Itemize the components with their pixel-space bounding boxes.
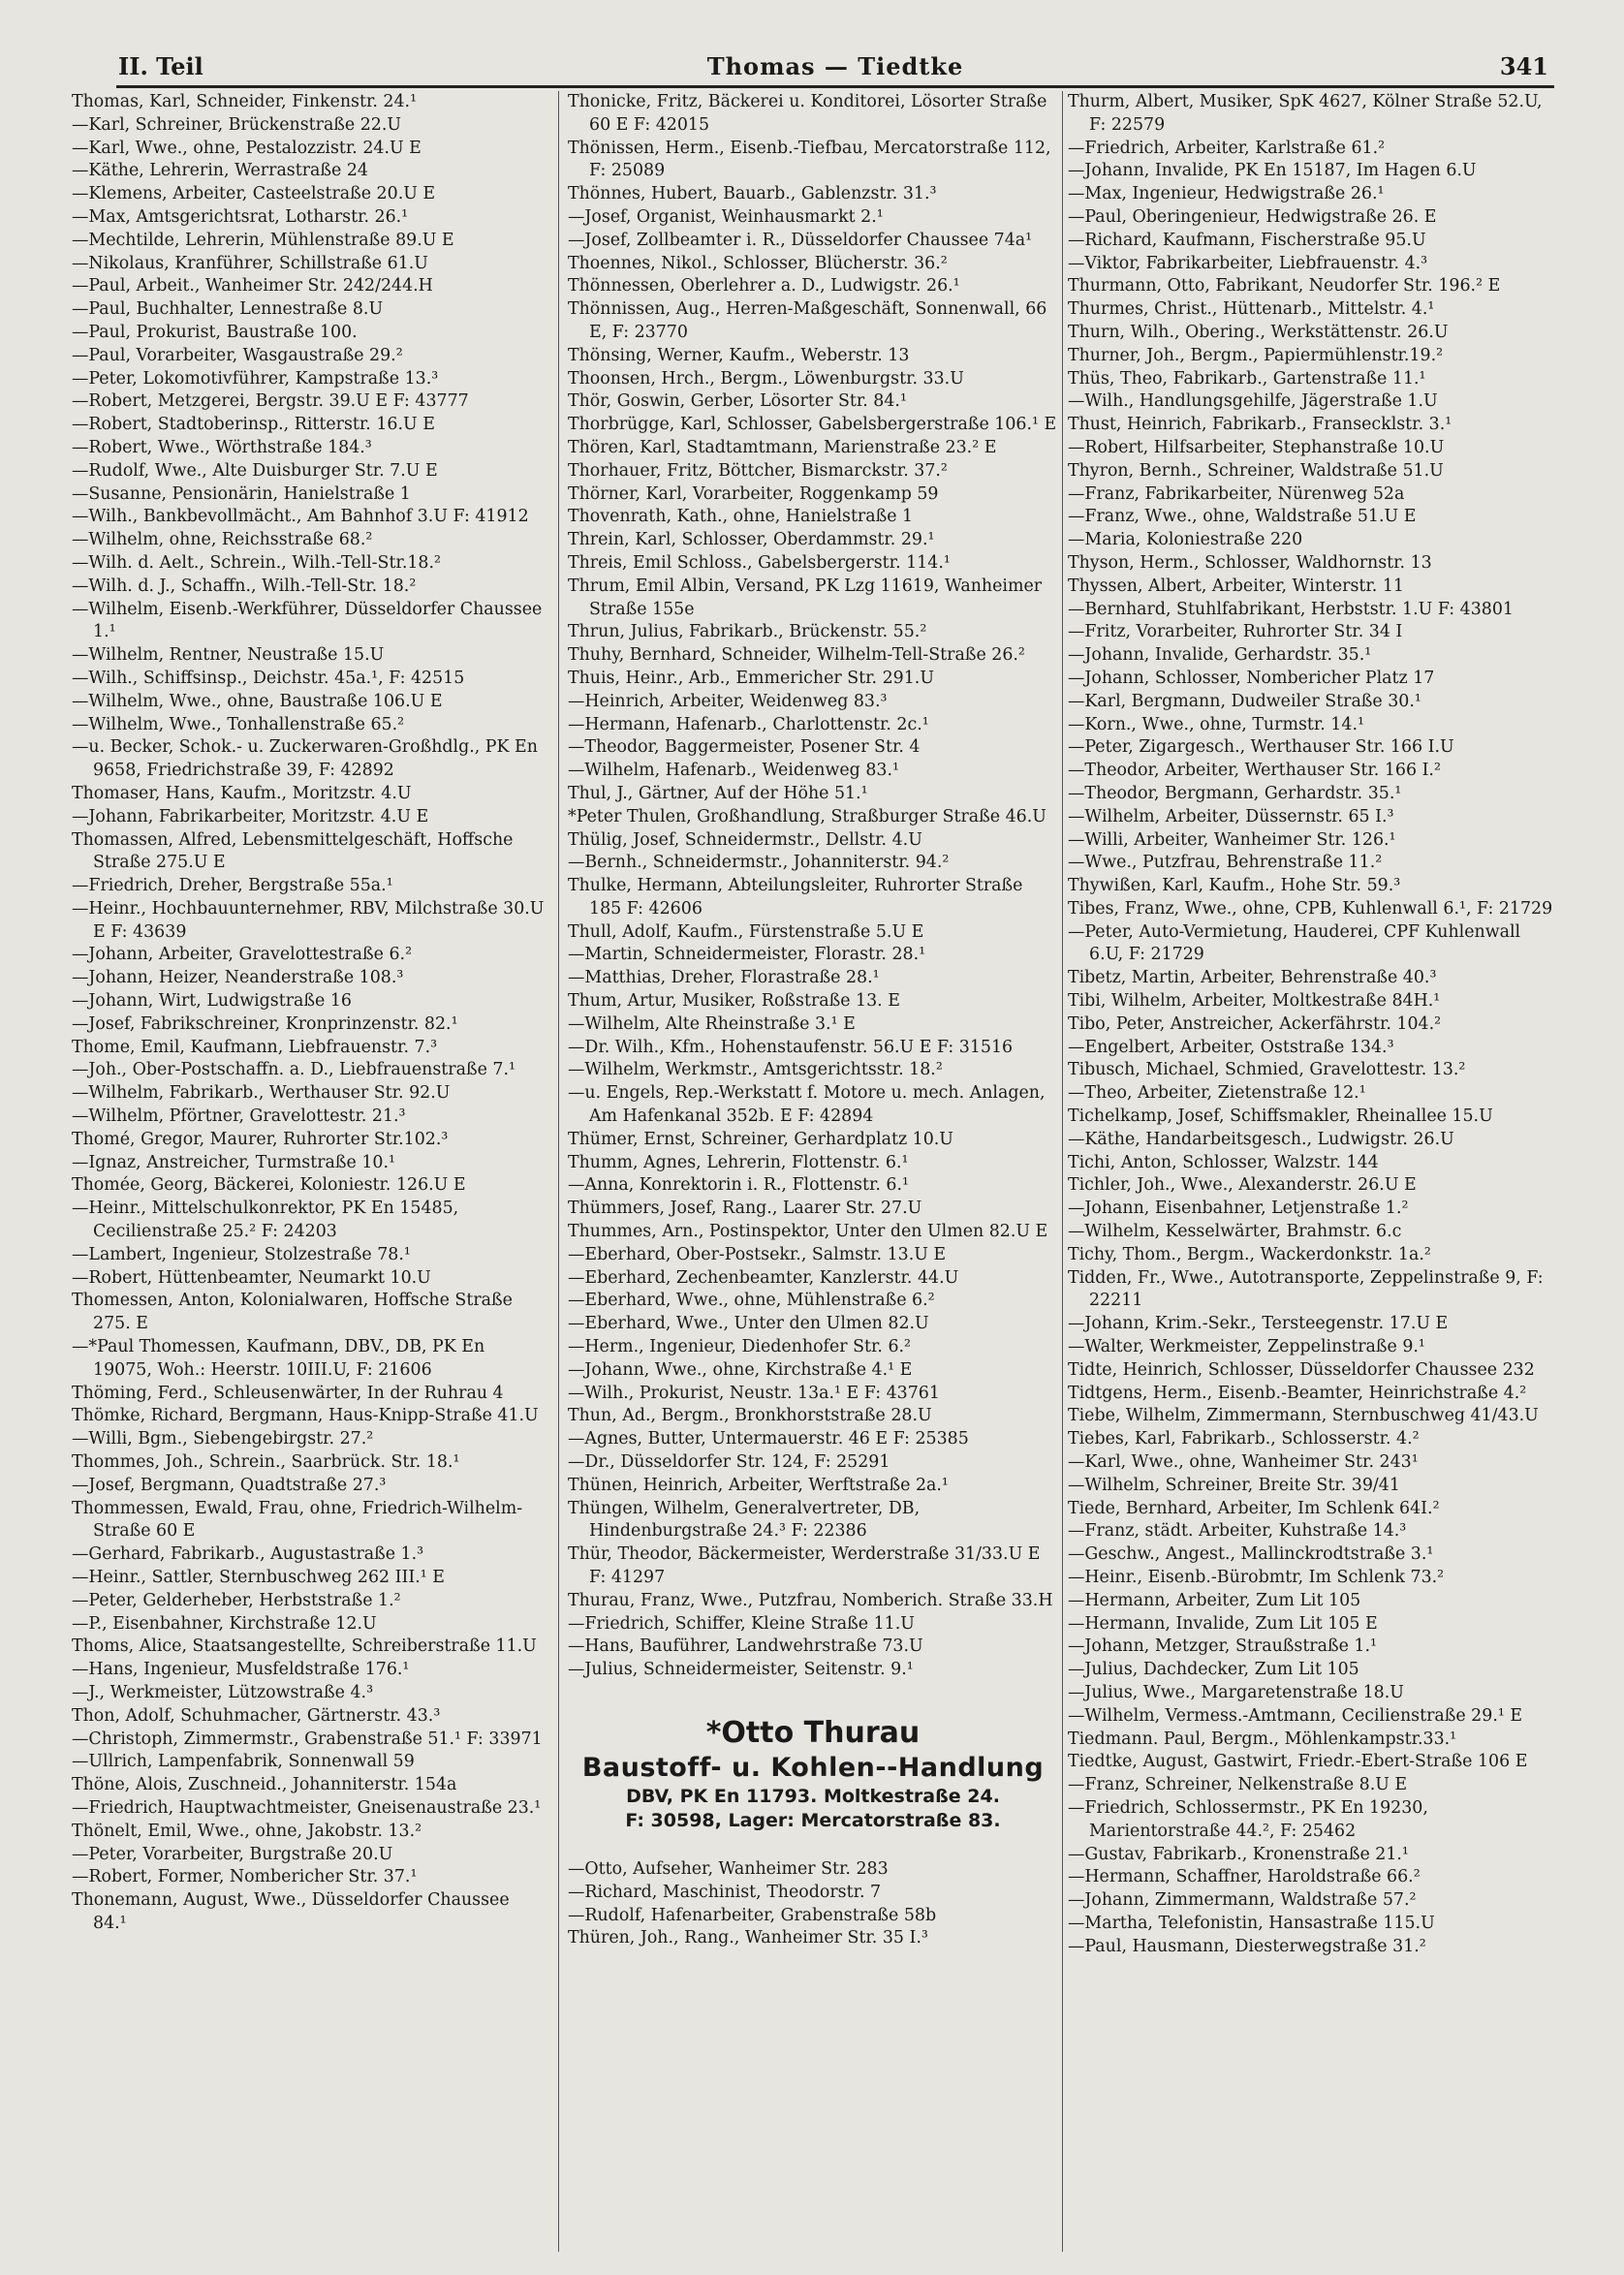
directory-entry: Tichler, Joh., Wwe., Alexanderstr. 26.U E <box>1068 1175 1417 1196</box>
directory-entry: —Maria, Koloniestraße 220 <box>1068 530 1303 550</box>
directory-entry: Thür, Theodor, Bäckermeister, Werderstraße 31/33.U E F: 41297 <box>568 1544 1041 1587</box>
directory-entry: Tibo, Peter, Anstreicher, Ackerfährstr. 104.² <box>1068 1013 1442 1034</box>
directory-entry: —*Paul Thomessen, Kaufmann, DBV., DB, PK En 19075, Woh.: Heerstr. 10III.U, F: 21606 <box>72 1337 485 1380</box>
directory-entry: —Rudolf, Wwe., Alte Duisburger Str. 7.U E <box>72 460 438 481</box>
column-3 <box>1068 91 1554 2261</box>
page-header <box>116 47 1554 88</box>
directory-entry: —Wilhelm, Alte Rheinstraße 3.¹ E <box>568 1013 856 1034</box>
directory-entry: —Ullrich, Lampenfabrik, Sonnenwall 59 <box>72 1752 415 1772</box>
directory-entry: Thon, Adolf, Schuhmacher, Gärtnerstr. 43.³ <box>72 1705 441 1726</box>
directory-entry: —Paul, Hausmann, Diesterwegstraße 31.² <box>1068 1936 1426 1956</box>
directory-entry: Thöming, Ferd., Schleusenwärter, In der Ruhrau 4 <box>72 1383 504 1403</box>
directory-entry: Thull, Adolf, Kaufm., Fürstenstraße 5.U E <box>568 921 924 942</box>
directory-entry: —Käthe, Lehrerin, Werrastraße 24 <box>72 161 368 181</box>
directory-entry: —Engelbert, Arbeiter, Oststraße 134.³ <box>1068 1037 1394 1057</box>
directory-entry: Thommes, Joh., Schrein., Saarbrück. Str. 18.¹ <box>72 1452 460 1473</box>
directory-entry: Thurner, Joh., Bergm., Papiermühlenstr.19.² <box>1068 345 1444 365</box>
directory-entry: Thuis, Heinr., Arb., Emmericher Str. 291.U <box>568 668 934 688</box>
directory-entry: —Viktor, Fabrikarbeiter, Liebfrauenstr. 4.³ <box>1068 253 1428 273</box>
directory-entry: —Josef, Bergmann, Quadtstraße 27.³ <box>72 1475 387 1495</box>
directory-entry: —Karl, Wwe., ohne, Wanheimer Str. 243¹ <box>1068 1452 1419 1473</box>
directory-entry: —Martha, Telefonistin, Hansastraße 115.U <box>1068 1913 1435 1933</box>
directory-entry: —Johann, Wirt, Ludwigstraße 16 <box>72 991 352 1012</box>
column-divider <box>558 91 559 2252</box>
directory-entry: —Willi, Arbeiter, Wanheimer Str. 126.¹ <box>1068 829 1396 850</box>
directory-entry: —Herm., Ingenieur, Diedenhofer Str. 6.² <box>568 1337 912 1357</box>
directory-entry: —Johann, Arbeiter, Gravelottestraße 6.² <box>72 945 413 965</box>
directory-entry: —Wilhelm, Arbeiter, Düssernstr. 65 I.³ <box>1068 806 1394 826</box>
directory-entry: —J., Werkmeister, Lützowstraße 4.³ <box>72 1682 374 1702</box>
directory-entry: —Heinr., Hochbauunternehmer, RBV, Milchstraße 30.U E F: 43639 <box>72 898 545 942</box>
directory-entry: —Johann, Invalide, Gerhardstr. 35.¹ <box>1068 645 1372 666</box>
column-divider <box>1062 91 1063 2252</box>
directory-entry: Thome, Emil, Kaufmann, Liebfrauenstr. 7.³ <box>72 1037 438 1057</box>
directory-entry: —Wilhelm, Pförtner, Gravelottestr. 21.³ <box>72 1106 406 1127</box>
directory-entry: Thurn, Wilh., Obering., Werkstättenstr. 26.U <box>1068 322 1449 342</box>
directory-entry: Thywißen, Karl, Kaufm., Hohe Str. 59.³ <box>1068 876 1401 896</box>
directory-entry: —Theodor, Bergmann, Gerhardstr. 35.¹ <box>1068 783 1402 803</box>
directory-entry: Thun, Ad., Bergm., Bronkhorststraße 28.U <box>568 1406 932 1426</box>
directory-entry: —Wilhelm, Wwe., Tonhallenstraße 65.² <box>72 714 405 734</box>
directory-entry: —Karl, Wwe., ohne, Pestalozzistr. 24.U E <box>72 138 422 158</box>
directory-entry: Thöne, Alois, Zuschneid., Johanniterstr. 154a <box>72 1775 457 1795</box>
directory-entry: —Theo, Arbeiter, Zietenstraße 12.¹ <box>1068 1083 1366 1104</box>
directory-entry: —Richard, Kaufmann, Fischerstraße 95.U <box>1068 230 1426 250</box>
directory-entry: —Johann, Eisenbahner, Letjenstraße 1.² <box>1068 1199 1409 1219</box>
directory-entry: —Josef, Fabrikschreiner, Kronprinzenstr. 82.¹ <box>72 1013 458 1034</box>
directory-entry: *Peter Thulen, Großhandlung, Straßburger Straße 46.U <box>568 806 1046 826</box>
directory-entry: Thurmes, Christ., Hüttenarb., Mittelstr. 4.¹ <box>1068 299 1435 320</box>
directory-entry: Tichy, Thom., Bergm., Wackerdonkstr. 1a.² <box>1068 1244 1431 1264</box>
directory-entry: —Lambert, Ingenieur, Stolzestraße 78.¹ <box>72 1244 411 1264</box>
directory-entry: —Johann, Zimmermann, Waldstraße 57.² <box>1068 1890 1417 1911</box>
directory-entry: —Robert, Wwe., Wörthstraße 184.³ <box>72 437 372 457</box>
directory-entry: Tibusch, Michael, Schmied, Gravelottestr. 13.² <box>1068 1060 1466 1080</box>
directory-entry: Thüren, Joh., Rang., Wanheimer Str. 35 I.³ <box>568 1928 928 1948</box>
directory-entry: Thoms, Alice, Staatsangestellte, Schreiberstraße 11.U <box>72 1636 537 1657</box>
directory-entry: Thönissen, Herm., Eisenb.-Tiefbau, Mercatorstraße 112, F: 25089 <box>568 138 1051 181</box>
directory-entry: —Wilhelm, Wwe., ohne, Baustraße 106.U E <box>72 691 443 711</box>
directory-entry: —Korn., Wwe., ohne, Turmstr. 14.¹ <box>1068 714 1364 734</box>
directory-entry: —Wilh., Prokurist, Neustr. 13a.¹ E F: 43761 <box>568 1383 940 1403</box>
directory-entry: —Robert, Stadtoberinsp., Ritterstr. 16.U E <box>72 415 435 435</box>
directory-entry: Tiebe, Wilhelm, Zimmermann, Sternbuschweg 41/43.U <box>1068 1406 1539 1426</box>
directory-entry: Thomas, Karl, Schneider, Finkenstr. 24.¹ <box>72 92 418 111</box>
directory-entry: —Wilh. d. Aelt., Schrein., Wilh.-Tell-Str.18.² <box>72 552 441 573</box>
directory-entry: Thülig, Josef, Schneidermstr., Dellstr. 4.U <box>568 829 922 850</box>
directory-entry: Thomessen, Anton, Kolonialwaren, Hoffsche Straße 275. E <box>72 1291 513 1334</box>
directory-entry: —Heinr., Eisenb.-Bürobmtr, Im Schlenk 73.² <box>1068 1568 1445 1587</box>
directory-entry: Thul, J., Gärtner, Auf der Höhe 51.¹ <box>568 783 868 803</box>
directory-entry: Thrum, Emil Albin, Versand, PK Lzg 11619, Wanheimer Straße 155e <box>568 576 1043 619</box>
directory-entry: —Franz, Schreiner, Nelkenstraße 8.U E <box>1068 1775 1408 1795</box>
directory-entry: Thomaser, Hans, Kaufm., Moritzstr. 4.U <box>72 783 412 803</box>
directory-entry: —Eberhard, Zechenbeamter, Kanzlerstr. 44.U <box>568 1267 959 1288</box>
directory-entry: Thommessen, Ewald, Frau, ohne, Friedrich-Wilhelm-Straße 60 E <box>72 1498 523 1542</box>
directory-entry: —Johann, Wwe., ohne, Kirchstraße 4.¹ E <box>568 1359 913 1380</box>
directory-entry: —Friedrich, Dreher, Bergstraße 55a.¹ <box>72 876 393 896</box>
directory-entry: Tiedmann. Paul, Bergm., Möhlenkampstr.33.¹ <box>1068 1729 1457 1749</box>
directory-entry: —Peter, Gelderheber, Herbststraße 1.² <box>72 1590 401 1610</box>
directory-entry: —Heinr., Mittelschulkonrektor, PK En 15485, Cecilienstraße 25.² F: 24203 <box>72 1199 459 1242</box>
section-label: II. Teil <box>118 52 203 80</box>
directory-entry: —Johann, Krim.-Sekr., Tersteegenstr. 17.U E <box>1068 1314 1449 1334</box>
directory-entry: —Friedrich, Schiffer, Kleine Straße 11.U <box>568 1613 915 1634</box>
directory-entry: —Eberhard, Ober-Postsekr., Salmstr. 13.U E <box>568 1244 947 1264</box>
directory-entry: Thönnessen, Oberlehrer a. D., Ludwigstr. 26.¹ <box>568 276 960 296</box>
directory-entry: —Wilhelm, Vermess.-Amtmann, Cecilienstraße 29.¹ E <box>1068 1705 1523 1726</box>
page-number: 341 <box>1499 52 1548 80</box>
directory-entry: Thünen, Heinrich, Arbeiter, Werftstraße 2a.¹ <box>568 1475 949 1495</box>
directory-entry: Thulke, Hermann, Abteilungsleiter, Ruhrorter Straße 185 F: 42606 <box>568 876 1023 919</box>
directory-entry: —Johann, Fabrikarbeiter, Moritzstr. 4.U E <box>72 806 429 826</box>
directory-entry: —Franz, städt. Arbeiter, Kuhstraße 14.³ <box>1068 1521 1407 1542</box>
directory-entry: Tiede, Bernhard, Arbeiter, Im Schlenk 64I.² <box>1068 1498 1440 1518</box>
directory-entry: —Peter, Zigargesch., Werthauser Str. 166 I.U <box>1068 737 1454 758</box>
directory-entry: —Karl, Bergmann, Dudweiler Straße 30.¹ <box>1068 691 1421 711</box>
directory-entry: —Anna, Konrektorin i. R., Flottenstr. 6.¹ <box>568 1175 909 1196</box>
directory-entry: —Agnes, Butter, Untermauerstr. 46 E F: 25385 <box>568 1429 969 1449</box>
ad-line: F: 30598, Lager: Mercatorstraße 83. <box>625 1809 1001 1831</box>
directory-entry: —Julius, Wwe., Margaretenstraße 18.U <box>1068 1682 1404 1702</box>
directory-entry: —Joh., Ober-Postschaffn. a. D., Liebfrauenstraße 7.¹ <box>72 1060 515 1080</box>
directory-entry: —Hans, Bauführer, Landwehrstraße 73.U <box>568 1636 923 1657</box>
directory-entry: —Nikolaus, Kranführer, Schillstraße 61.U <box>72 253 428 273</box>
directory-entry: —Paul, Oberingenieur, Hedwigstraße 26. E <box>1068 206 1437 227</box>
directory-entry: —Paul, Vorarbeiter, Wasgaustraße 29.² <box>72 345 403 365</box>
directory-entry: —Willi, Bgm., Siebengebirgstr. 27.² <box>72 1429 374 1449</box>
directory-entry: —Robert, Former, Nombericher Str. 37.¹ <box>72 1867 418 1887</box>
directory-entry: —Friedrich, Arbeiter, Karlstraße 61.² <box>1068 138 1386 158</box>
directory-entry: —Wilh., Schiffsinsp., Deichstr. 45a.¹, F: 42515 <box>72 668 465 688</box>
directory-entry: —Bernhard, Stuhlfabrikant, Herbststr. 1.U F: 43801 <box>1068 599 1514 619</box>
directory-entry: —Richard, Maschinist, Theodorstr. 7 <box>568 1882 882 1902</box>
directory-entry: —Susanne, Pensionärin, Hanielstraße 1 <box>72 483 411 504</box>
directory-entry: Thurm, Albert, Musiker, SpK 4627, Kölner Straße 52.U, F: 22579 <box>1068 92 1543 135</box>
directory-entry: —Julius, Dachdecker, Zum Lit 105 <box>1068 1660 1359 1680</box>
directory-entry: Thümer, Ernst, Schreiner, Gerhardplatz 10.U <box>568 1129 953 1149</box>
ad-line: DBV, PK En 11793. Moltkestraße 24. <box>626 1785 1000 1807</box>
name-range: Thomas — Tiedtke <box>706 52 964 80</box>
directory-entry: —Max, Ingenieur, Hedwigstraße 26.¹ <box>1068 184 1385 204</box>
directory-entry: Thyssen, Albert, Arbeiter, Winterstr. 11 <box>1068 576 1404 596</box>
directory-entry: —Robert, Hüttenbeamter, Neumarkt 10.U <box>72 1267 431 1288</box>
directory-entry: —Rudolf, Hafenarbeiter, Grabenstraße 58b <box>568 1905 937 1925</box>
directory-entry: Thomée, Georg, Bäckerei, Koloniestr. 126.U E <box>72 1175 466 1196</box>
advertisement <box>568 1715 1058 1833</box>
directory-entry: —Hermann, Schaffner, Haroldstraße 66.² <box>1068 1867 1421 1887</box>
directory-entry: —u. Becker, Schok.- u. Zuckerwaren-Großhdlg., PK En 9658, Friedrichstraße 39, F: 42892 <box>72 737 538 781</box>
directory-entry: —Friedrich, Hauptwachtmeister, Gneisenaustraße 23.¹ <box>72 1797 542 1818</box>
directory-entry: —Peter, Lokomotivführer, Kampstraße 13.³ <box>72 368 439 389</box>
directory-entry: Thovenrath, Kath., ohne, Hanielstraße 1 <box>568 507 914 527</box>
directory-entry: —Otto, Aufseher, Wanheimer Str. 283 <box>568 1858 889 1879</box>
directory-entry: —Gerhard, Fabrikarb., Augustastraße 1.³ <box>72 1544 424 1565</box>
directory-entry: Thör, Goswin, Gerber, Lösorter Str. 84.¹ <box>568 391 907 412</box>
directory-entry: —Wwe., Putzfrau, Behrenstraße 11.² <box>1068 853 1383 873</box>
directory-entry: —P., Eisenbahner, Kirchstraße 12.U <box>72 1613 377 1634</box>
directory-entry: Thoonsen, Hrch., Bergm., Löwenburgstr. 33.U <box>568 368 964 389</box>
column-2 <box>568 91 1058 2261</box>
directory-entry: —Ignaz, Anstreicher, Turmstraße 10.¹ <box>72 1152 395 1172</box>
directory-entry: —Max, Amtsgerichtsrat, Lotharstr. 26.¹ <box>72 206 409 227</box>
directory-entry: —Karl, Schreiner, Brückenstraße 22.U <box>72 114 402 135</box>
directory-entry: Thomassen, Alfred, Lebensmittelgeschäft, Hoffsche Straße 275.U E <box>72 829 514 873</box>
directory-entry: —Robert, Hilfsarbeiter, Stephanstraße 10.U <box>1068 437 1445 457</box>
directory-entry: —Johann, Metzger, Straußstraße 1.¹ <box>1068 1636 1377 1657</box>
directory-entry: —Fritz, Vorarbeiter, Ruhrorter Str. 34 I <box>1068 622 1403 642</box>
directory-entry: Thrun, Julius, Fabrikarb., Brückenstr. 55.² <box>568 622 927 642</box>
directory-entry: —Theodor, Baggermeister, Posener Str. 4 <box>568 737 921 758</box>
directory-entry: —Bernh., Schneidermstr., Johanniterstr. 94.² <box>568 853 950 873</box>
directory-entry: Tichelkamp, Josef, Schiffsmakler, Rheinallee 15.U <box>1068 1106 1493 1127</box>
directory-entry: —Paul, Prokurist, Baustraße 100. <box>72 322 358 342</box>
directory-entry: Tiebes, Karl, Fabrikarb., Schlosserstr. 4.² <box>1068 1429 1420 1449</box>
directory-entry: Thummes, Arn., Postinspektor, Unter den Ulmen 82.U E <box>568 1222 1048 1242</box>
directory-entry: Thonicke, Fritz, Bäckerei u. Konditorei, Lösorter Straße 60 E F: 42015 <box>568 92 1047 135</box>
directory-entry: Thören, Karl, Stadtamtmann, Marienstraße 23.² E <box>568 437 997 457</box>
directory-entry: Thorhauer, Fritz, Böttcher, Bismarckstr. 37.² <box>568 460 948 481</box>
directory-entry: —Wilhelm, Eisenb.-Werkführer, Düsseldorfer Chaussee 1.¹ <box>72 599 543 642</box>
directory-entry: Thonemann, August, Wwe., Düsseldorfer Chaussee 84.¹ <box>72 1890 510 1933</box>
directory-entry: —Friedrich, Schlossermstr., PK En 19230, Marientorstraße 44.², F: 25462 <box>1068 1797 1428 1841</box>
directory-entry: Thoennes, Nikol., Schlosser, Blücherstr. 36.² <box>568 253 948 273</box>
directory-entry: Thust, Heinrich, Fabrikarb., Fransecklstr. 3.¹ <box>1068 415 1452 435</box>
directory-entry: Tibi, Wilhelm, Arbeiter, Moltkestraße 84H.¹ <box>1068 991 1441 1012</box>
directory-entry: Thorbrügge, Karl, Schlosser, Gabelsbergerstraße 106.¹ E <box>568 415 1057 435</box>
directory-entry: —Johann, Invalide, PK En 15187, Im Hagen 6.U <box>1068 161 1477 181</box>
directory-entry: Threin, Karl, Schlosser, Oberdammstr. 29.¹ <box>568 530 935 550</box>
directory-entry: —u. Engels, Rep.-Werkstatt f. Motore u. mech. Anlagen, Am Hafenkanal 352b. E F: 42894 <box>568 1083 1046 1127</box>
directory-entry: —Walter, Werkmeister, Zeppelinstraße 9.¹ <box>1068 1337 1425 1357</box>
directory-entry: —Gustav, Fabrikarb., Kronenstraße 21.¹ <box>1068 1844 1409 1864</box>
directory-entry: —Geschw., Angest., Mallinckrodtstraße 3.¹ <box>1068 1544 1434 1565</box>
directory-entry: —Josef, Organist, Weinhausmarkt 2.¹ <box>568 206 884 227</box>
directory-entry: —Robert, Metzgerei, Bergstr. 39.U E F: 43777 <box>72 391 469 412</box>
directory-entry: —Wilh. d. J., Schaffn., Wilh.-Tell-Str. 18.² <box>72 576 417 596</box>
column-1 <box>72 91 545 2261</box>
directory-entry: —Klemens, Arbeiter, Casteelstraße 20.U E <box>72 184 436 204</box>
directory-entry: Thüngen, Wilhelm, Generalvertreter, DB, Hindenburgstraße 24.³ F: 22386 <box>568 1498 921 1542</box>
directory-entry: —Dr., Düsseldorfer Str. 124, F: 25291 <box>568 1452 890 1473</box>
directory-entry: Thümmers, Josef, Rang., Laarer Str. 27.U <box>568 1199 922 1219</box>
directory-entry: Thönelt, Emil, Wwe., ohne, Jakobstr. 13.² <box>72 1821 422 1841</box>
directory-entry: Thomé, Gregor, Maurer, Ruhrorter Str.102.³ <box>72 1129 449 1149</box>
directory-entry: —Franz, Fabrikarbeiter, Nürenweg 52a <box>1068 483 1405 504</box>
directory-entry: Thuhy, Bernhard, Schneider, Wilhelm-Tell-Straße 26.² <box>568 645 1025 666</box>
directory-entry: —Mechtilde, Lehrerin, Mühlenstraße 89.U E <box>72 230 454 250</box>
directory-entry: Threis, Emil Schloss., Gabelsbergerstr. 114.¹ <box>568 552 951 573</box>
directory-entry: —Wilhelm, ohne, Reichsstraße 68.² <box>72 530 373 550</box>
directory-entry: Tichi, Anton, Schlosser, Walzstr. 144 <box>1068 1152 1379 1172</box>
directory-entry: —Johann, Schlosser, Nombericher Platz 17 <box>1068 668 1435 688</box>
directory-entry: —Hermann, Arbeiter, Zum Lit 105 <box>1068 1590 1361 1610</box>
ad-title: Baustoff- u. Kohlen--Handlung <box>581 1752 1045 1783</box>
directory-entry: —Käthe, Handarbeitsgesch., Ludwigstr. 26.U <box>1068 1129 1454 1149</box>
directory-entry: Thönsing, Werner, Kaufm., Weberstr. 13 <box>568 345 910 365</box>
directory-entry: Tidtgens, Herm., Eisenb.-Beamter, Heinrichstraße 4.² <box>1068 1383 1527 1403</box>
directory-entry: —Wilhelm, Rentner, Neustraße 15.U <box>72 645 385 666</box>
directory-entry: —Paul, Arbeit., Wanheimer Str. 242/244.H <box>72 276 433 296</box>
directory-entry: Thurau, Franz, Wwe., Putzfrau, Nomberich. Straße 33.H <box>568 1590 1053 1610</box>
directory-entry: —Hermann, Invalide, Zum Lit 105 E <box>1068 1613 1378 1634</box>
directory-entry: Thum, Artur, Musiker, Roßstraße 13. E <box>568 991 900 1012</box>
ad-name: *Otto Thurau <box>705 1715 921 1750</box>
directory-entry: Tibetz, Martin, Arbeiter, Behrenstraße 40.³ <box>1068 968 1437 988</box>
directory-entry: Tidte, Heinrich, Schlosser, Düsseldorfer Chaussee 232 <box>1068 1359 1535 1380</box>
directory-entry: —Theodor, Arbeiter, Werthauser Str. 166 I.² <box>1068 761 1441 781</box>
directory-entry: —Wilhelm, Hafenarb., Weidenweg 83.¹ <box>568 761 899 781</box>
directory-entry: —Paul, Buchhalter, Lennestraße 8.U <box>72 299 384 320</box>
directory-entry: —Martin, Schneidermeister, Florastr. 28.¹ <box>568 945 926 965</box>
directory-entry: —Peter, Auto-Vermietung, Hauderei, CPF Kuhlenwall 6.U, F: 21729 <box>1068 921 1521 965</box>
directory-entry: Tiedtke, August, Gastwirt, Friedr.-Ebert-Straße 106 E <box>1068 1752 1528 1772</box>
directory-entry: Thönnissen, Aug., Herren-Maßgeschäft, Sonnenwall, 66 E, F: 23770 <box>568 299 1047 342</box>
directory-entry: —Matthias, Dreher, Florastraße 28.¹ <box>568 968 880 988</box>
directory-entry: —Eberhard, Wwe., Unter den Ulmen 82.U <box>568 1314 929 1334</box>
directory-entry: —Peter, Vorarbeiter, Burgstraße 20.U <box>72 1844 393 1864</box>
directory-entry: —Hans, Ingenieur, Musfeldstraße 176.¹ <box>72 1660 410 1680</box>
directory-entry: Thüs, Theo, Fabrikarb., Gartenstraße 11.¹ <box>1068 368 1426 389</box>
directory-entry: —Heinrich, Arbeiter, Weidenweg 83.³ <box>568 691 888 711</box>
directory-entry: —Julius, Schneidermeister, Seitenstr. 9.¹ <box>568 1660 914 1680</box>
directory-entry: —Heinr., Sattler, Sternbuschweg 262 III.¹ E <box>72 1568 445 1587</box>
directory-entry: —Josef, Zollbeamter i. R., Düsseldorfer Chaussee 74a¹ <box>568 230 1033 250</box>
directory-entry: —Wilhelm, Fabrikarb., Werthauser Str. 92.U <box>72 1083 451 1104</box>
directory-entry: Tidden, Fr., Wwe., Autotransporte, Zeppelinstraße 9, F: 22211 <box>1068 1267 1544 1311</box>
directory-entry: —Christoph, Zimmermstr., Grabenstraße 51.¹ F: 33971 <box>72 1729 543 1749</box>
directory-entry: —Wilh., Handlungsgehilfe, Jägerstraße 1.U <box>1068 391 1438 412</box>
directory-entry: Thumm, Agnes, Lehrerin, Flottenstr. 6.¹ <box>568 1152 909 1172</box>
directory-entry: Thyson, Herm., Schlosser, Waldhornstr. 13 <box>1068 552 1432 573</box>
directory-entry: —Eberhard, Wwe., ohne, Mühlenstraße 6.² <box>568 1291 935 1311</box>
directory-entry: Thönnes, Hubert, Bauarb., Gablenzstr. 31.³ <box>568 184 937 204</box>
directory-entry: Thömke, Richard, Bergmann, Haus-Knipp-Straße 41.U <box>72 1406 539 1426</box>
directory-entry: —Hermann, Hafenarb., Charlottenstr. 2c.¹ <box>568 714 929 734</box>
directory-entry: —Wilhelm, Schreiner, Breite Str. 39/41 <box>1068 1475 1400 1495</box>
directory-entry: Tibes, Franz, Wwe., ohne, CPB, Kuhlenwall 6.¹, F: 21729 <box>1068 898 1553 919</box>
directory-entry: —Wilhelm, Werkmstr., Amtsgerichtsstr. 18.² <box>568 1060 943 1080</box>
directory-entry: —Johann, Heizer, Neanderstraße 108.³ <box>72 968 404 988</box>
directory-entry: Thörner, Karl, Vorarbeiter, Roggenkamp 59 <box>568 483 939 504</box>
directory-entry: —Wilhelm, Kesselwärter, Brahmstr. 6.c <box>1068 1222 1402 1242</box>
directory-entry: —Wilh., Bankbevollmächt., Am Bahnhof 3.U F: 41912 <box>72 507 529 527</box>
directory-entry: —Franz, Wwe., ohne, Waldstraße 51.U E <box>1068 507 1417 527</box>
directory-entry: —Dr. Wilh., Kfm., Hohenstaufenstr. 56.U E F: 31516 <box>568 1037 1014 1057</box>
directory-entry: Thurmann, Otto, Fabrikant, Neudorfer Str. 196.² E <box>1068 276 1501 296</box>
directory-entry: Thyron, Bernh., Schreiner, Waldstraße 51.U <box>1068 460 1444 481</box>
